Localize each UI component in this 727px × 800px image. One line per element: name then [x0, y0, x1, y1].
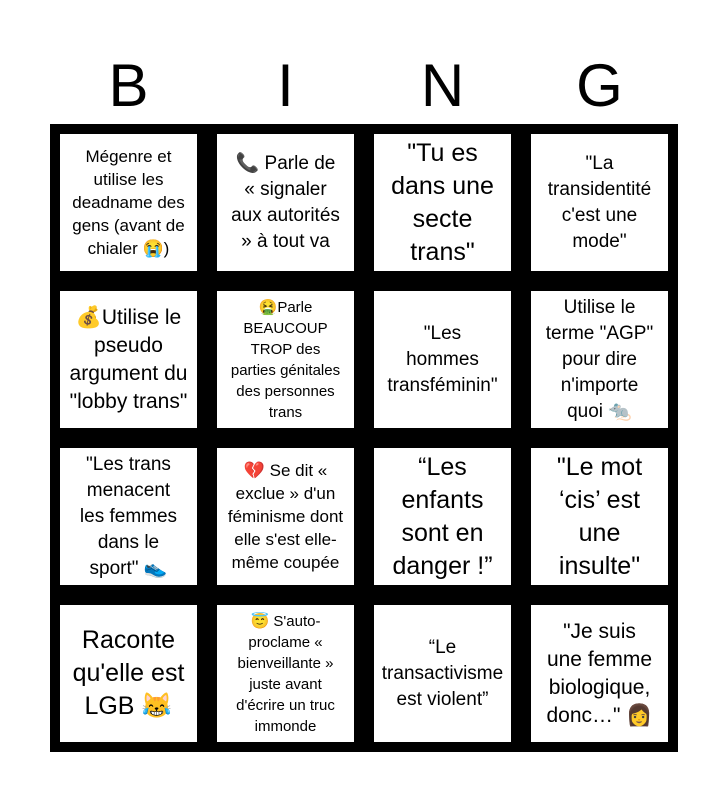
- bingo-cell-r2-c3[interactable]: [531, 448, 668, 585]
- bingo-cell-r2-c2[interactable]: [374, 448, 511, 585]
- header-letter-g: G: [576, 52, 623, 119]
- bingo-cell-text: "La transidentité c'est une mode": [547, 152, 652, 252]
- bingo-cell-text: 💔 Se dit « exclue » d'un féminisme dont elle s'est elle- même coupée: [227, 461, 344, 572]
- bingo-cell-text: "Les trans menacent les femmes dans le sport" 👟: [79, 453, 178, 579]
- bingo-cell-r1-c1[interactable]: [217, 291, 354, 428]
- bingo-cell-r3-c3[interactable]: [531, 605, 668, 742]
- bingo-cell-r3-c1[interactable]: [217, 605, 354, 742]
- bingo-cell-r2-c1[interactable]: [217, 448, 354, 585]
- header-letter-i: I: [277, 52, 294, 119]
- bingo-cell-text: Utilise le terme "AGP" pour dire n'importe quoi 🐀: [545, 296, 654, 422]
- header-letter-b: B: [108, 52, 149, 119]
- bingo-cell-r3-c2[interactable]: [374, 605, 511, 742]
- bingo-cell-text: "Tu es dans une secte trans": [391, 138, 494, 266]
- bingo-cell-r0-c0[interactable]: [60, 134, 197, 271]
- bingo-cell-text: “Le transactivisme est violent”: [381, 636, 504, 710]
- bingo-cell-text: Mégenre et utilise les deadname des gens (avant de chialer 😭): [72, 147, 185, 258]
- bingo-cell-r0-c3[interactable]: [531, 134, 668, 271]
- bingo-cell-text: “Les enfants sont en danger !”: [392, 452, 493, 580]
- bingo-cell-r1-c0[interactable]: [60, 291, 197, 428]
- header-letter-n: N: [420, 52, 465, 119]
- bingo-cell-r3-c0[interactable]: [60, 605, 197, 742]
- bingo-grid: [50, 124, 678, 752]
- bingo-cell-text: Raconte qu'elle est LGB 😹: [72, 626, 185, 720]
- bingo-cell-text: 🤮Parle BEAUCOUP TROP des parties génitales des personnes trans: [230, 298, 341, 421]
- bingo-cell-text: "Le mot ‘cis’ est une insulte": [556, 452, 643, 580]
- bingo-cell-text: 💰Utilise le pseudo argument du "lobby trans": [69, 305, 188, 413]
- bingo-cell-text: "Les hommes transféminin": [387, 322, 498, 396]
- bingo-cell-r0-c2[interactable]: [374, 134, 511, 271]
- bingo-cell-text: 📞 Parle de « signaler aux autorités » à tout va: [231, 152, 340, 252]
- bingo-header: [50, 48, 678, 124]
- bingo-cell-r2-c0[interactable]: [60, 448, 197, 585]
- bingo-cell-r1-c2[interactable]: [374, 291, 511, 428]
- bingo-cell-text: 😇 S'auto- proclame « bienveillante » juste avant d'écrire un truc immonde: [236, 612, 335, 735]
- bingo-cell-r0-c1[interactable]: [217, 134, 354, 271]
- bingo-cell-text: "Je suis une femme biologique, donc…" 👩: [546, 619, 653, 727]
- bingo-cell-r1-c3[interactable]: [531, 291, 668, 428]
